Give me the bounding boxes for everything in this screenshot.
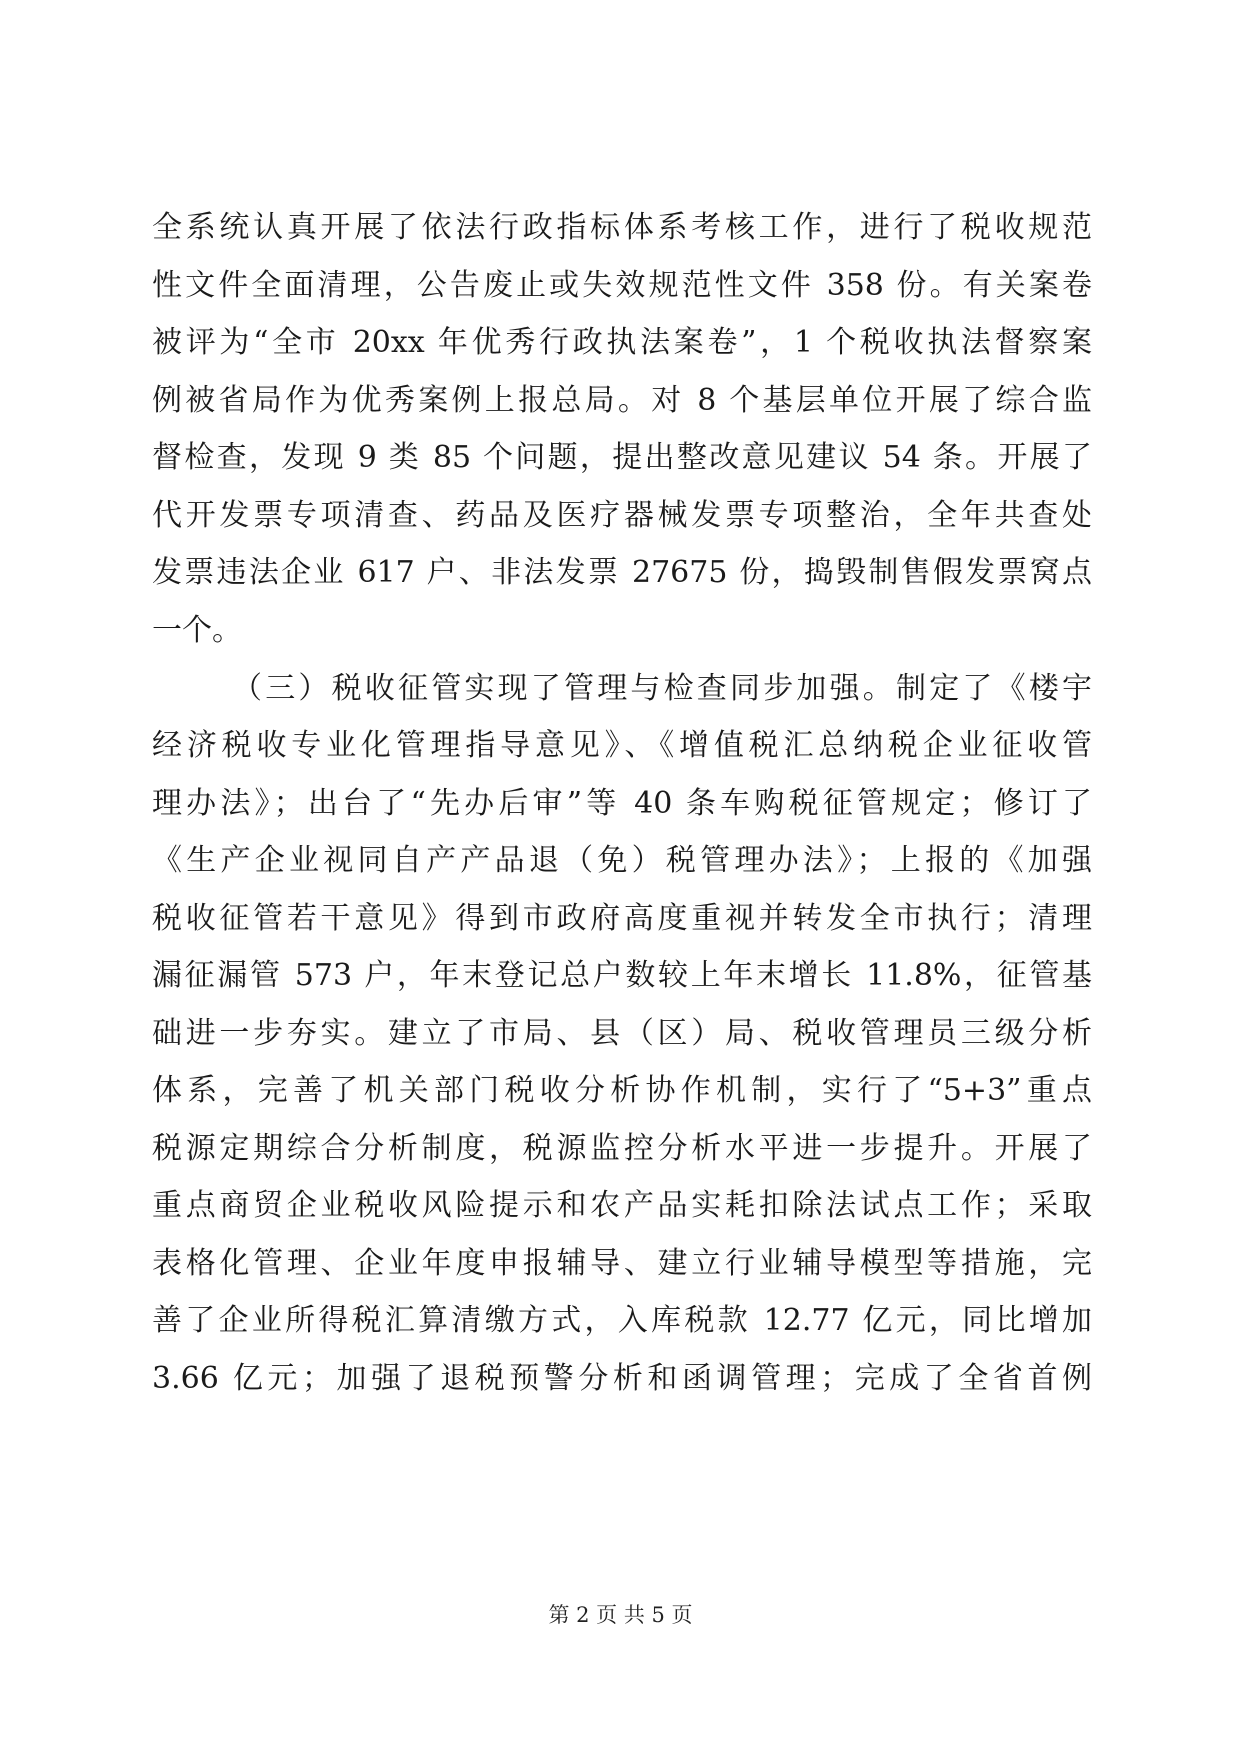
text-line: 督检查，发现 9 类 85 个问题，提出整改意见建议 54 条。开展了 bbox=[152, 440, 1092, 475]
text-line: 经济税收专业化管理指导意见》、《增值税汇总纳税企业征收管 bbox=[152, 728, 1092, 763]
text-line: 例被省局作为优秀案例上报总局。对 8 个基层单位开展了综合监 bbox=[152, 383, 1092, 418]
text-line: 理办法》；出台了“先办后审”等 40 条车购税征管规定；修订了 bbox=[152, 786, 1092, 821]
text-line: 代开发票专项清查、药品及医疗器械发票专项整治，全年共查处 bbox=[152, 498, 1092, 533]
text-line: 性文件全面清理，公告废止或失效规范性文件 358 份。有关案卷 bbox=[152, 268, 1092, 303]
text-line: 3.66 亿元；加强了退税预警分析和函调管理；完成了全省首例 bbox=[152, 1361, 1092, 1396]
text-line: 税源定期综合分析制度，税源监控分析水平进一步提升。开展了 bbox=[152, 1131, 1092, 1166]
page-number-footer: 第 2 页 共 5 页 bbox=[548, 1603, 693, 1627]
text-line: 体系，完善了机关部门税收分析协作机制，实行了“5+3”重点 bbox=[152, 1073, 1092, 1108]
text-line: 《生产企业视同自产产品退（免）税管理办法》；上报的《加强 bbox=[152, 843, 1092, 878]
text-line: 础进一步夯实。建立了市局、县（区）局、税收管理员三级分析 bbox=[152, 1016, 1092, 1051]
text-line: 发票违法企业 617 户、非法发票 27675 份，捣毁制售假发票窝点 bbox=[152, 555, 1092, 590]
text-line: 漏征漏管 573 户，年末登记总户数较上年末增长 11.8%，征管基 bbox=[152, 958, 1092, 993]
text-line: 被评为“全市 20xx 年优秀行政执法案卷”，1 个税收执法督察案 bbox=[152, 325, 1092, 360]
section-heading-line: （三）税收征管实现了管理与检查同步加强。制定了《楼宇 bbox=[232, 671, 1092, 706]
text-line: 税收征管若干意见》得到市政府高度重视并转发全市执行；清理 bbox=[152, 901, 1092, 936]
text-line: 重点商贸企业税收风险提示和农产品实耗扣除法试点工作；采取 bbox=[152, 1188, 1092, 1223]
text-line: 全系统认真开展了依法行政指标体系考核工作，进行了税收规范 bbox=[152, 210, 1092, 245]
text-line: 表格化管理、企业年度申报辅导、建立行业辅导模型等措施，完 bbox=[152, 1246, 1092, 1281]
text-line: 一个。 bbox=[152, 613, 242, 648]
text-line: 善了企业所得税汇算清缴方式，入库税款 12.77 亿元，同比增加 bbox=[152, 1303, 1092, 1338]
